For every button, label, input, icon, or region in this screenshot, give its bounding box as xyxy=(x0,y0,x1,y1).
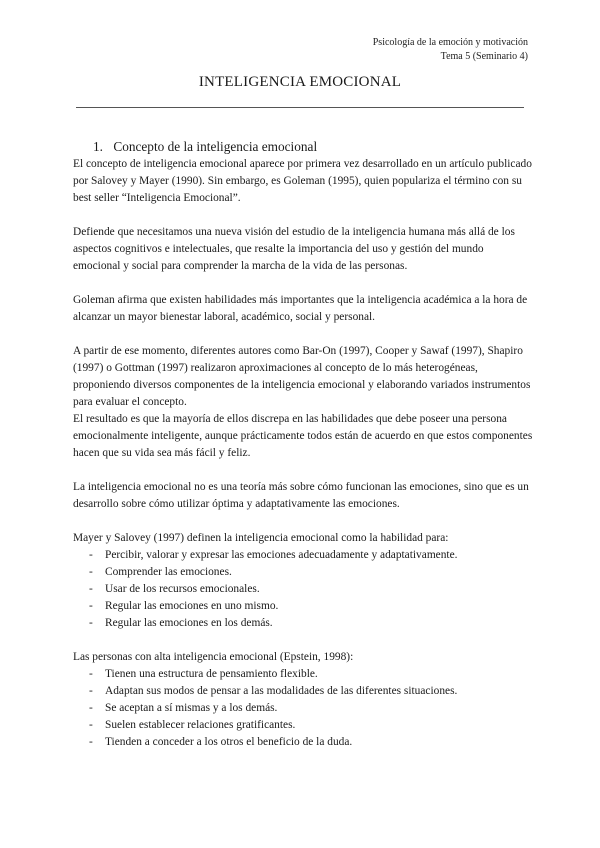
paragraph: El resultado es que la mayoría de ellos discrepa en las habilidades que debe poseer una persona emocionalmente inteligente, aunque prácticamente todos están de acuerdo en que estos componentes hacen que su vida sea más fácil y feliz. xyxy=(73,413,533,459)
list-item: - Suelen establecer relaciones gratificantes. xyxy=(89,719,296,731)
list-item: - Tienden a conceder a los otros el beneficio de la duda. xyxy=(89,736,353,748)
paragraph: Defiende que necesitamos una nueva visión del estudio de la inteligencia humana más allá de los aspectos cognitivos e intelectuales, que resalte la importancia del uso y gestión del mundo emocional y social para comprender la marcha de la vida de las personas. xyxy=(73,226,515,272)
document-title: INTELIGENCIA EMOCIONAL xyxy=(198,74,402,90)
list-item: - Regular las emociones en uno mismo. xyxy=(89,600,279,612)
list-item: - Percibir, valorar y expresar las emociones adecuadamente y adaptativamente. xyxy=(89,549,458,561)
list-item: - Tienen una estructura de pensamiento flexible. xyxy=(89,668,318,680)
list-item: - Se aceptan a sí mismas y a los demás. xyxy=(89,702,278,714)
list-item: - Usar de los recursos emocionales. xyxy=(89,583,260,595)
title-divider xyxy=(76,107,524,108)
paragraph: A partir de ese momento, diferentes autores como Bar-On (1997), Cooper y Sawaf (1997), Shapiro (1997) o Gottman (1997) realizaron aproximaciones al concepto de lo más heterogéneas, proponiendo diversos componentes de la inteligencia emocional y elaborando variados instrumentos para evaluar el concepto. xyxy=(73,345,531,408)
list-intro: Las personas con alta inteligencia emocional (Epstein, 1998): xyxy=(73,651,354,663)
header-course: Psicología de la emoción y motivación xyxy=(372,37,528,48)
section-number: 1. xyxy=(93,139,103,154)
abilities-list xyxy=(73,547,533,632)
document-body xyxy=(73,138,533,751)
paragraph: La inteligencia emocional no es una teoría más sobre cómo funcionan las emociones, sino que es un desarrollo sobre cómo utilizar óptima y adaptativamente las emociones. xyxy=(73,481,529,510)
section-title: Concepto de la inteligencia emocional xyxy=(113,139,318,154)
list-intro: Mayer y Salovey (1997) definen la inteligencia emocional como la habilidad para: xyxy=(73,532,449,544)
running-header xyxy=(373,36,528,64)
paragraph: Goleman afirma que existen habilidades más importantes que la inteligencia académica a la hora de alcanzar un mayor bienestar laboral, académico, social y personal. xyxy=(73,294,528,323)
section-heading xyxy=(93,138,533,155)
paragraph: El concepto de inteligencia emocional aparece por primera vez desarrollado en un artículo publicado por Salovey y Mayer (1990). Sin embargo, es Goleman (1995), quien populariza el término con su best seller “Inteligencia Emocional”. xyxy=(73,158,532,204)
header-topic: Tema 5 (Seminario 4) xyxy=(440,51,528,62)
list-item: - Regular las emociones en los demás. xyxy=(89,617,273,629)
list-item: - Comprender las emociones. xyxy=(89,566,232,578)
traits-list xyxy=(73,666,533,751)
list-item: - Adaptan sus modos de pensar a las modalidades de las diferentes situaciones. xyxy=(89,685,458,697)
